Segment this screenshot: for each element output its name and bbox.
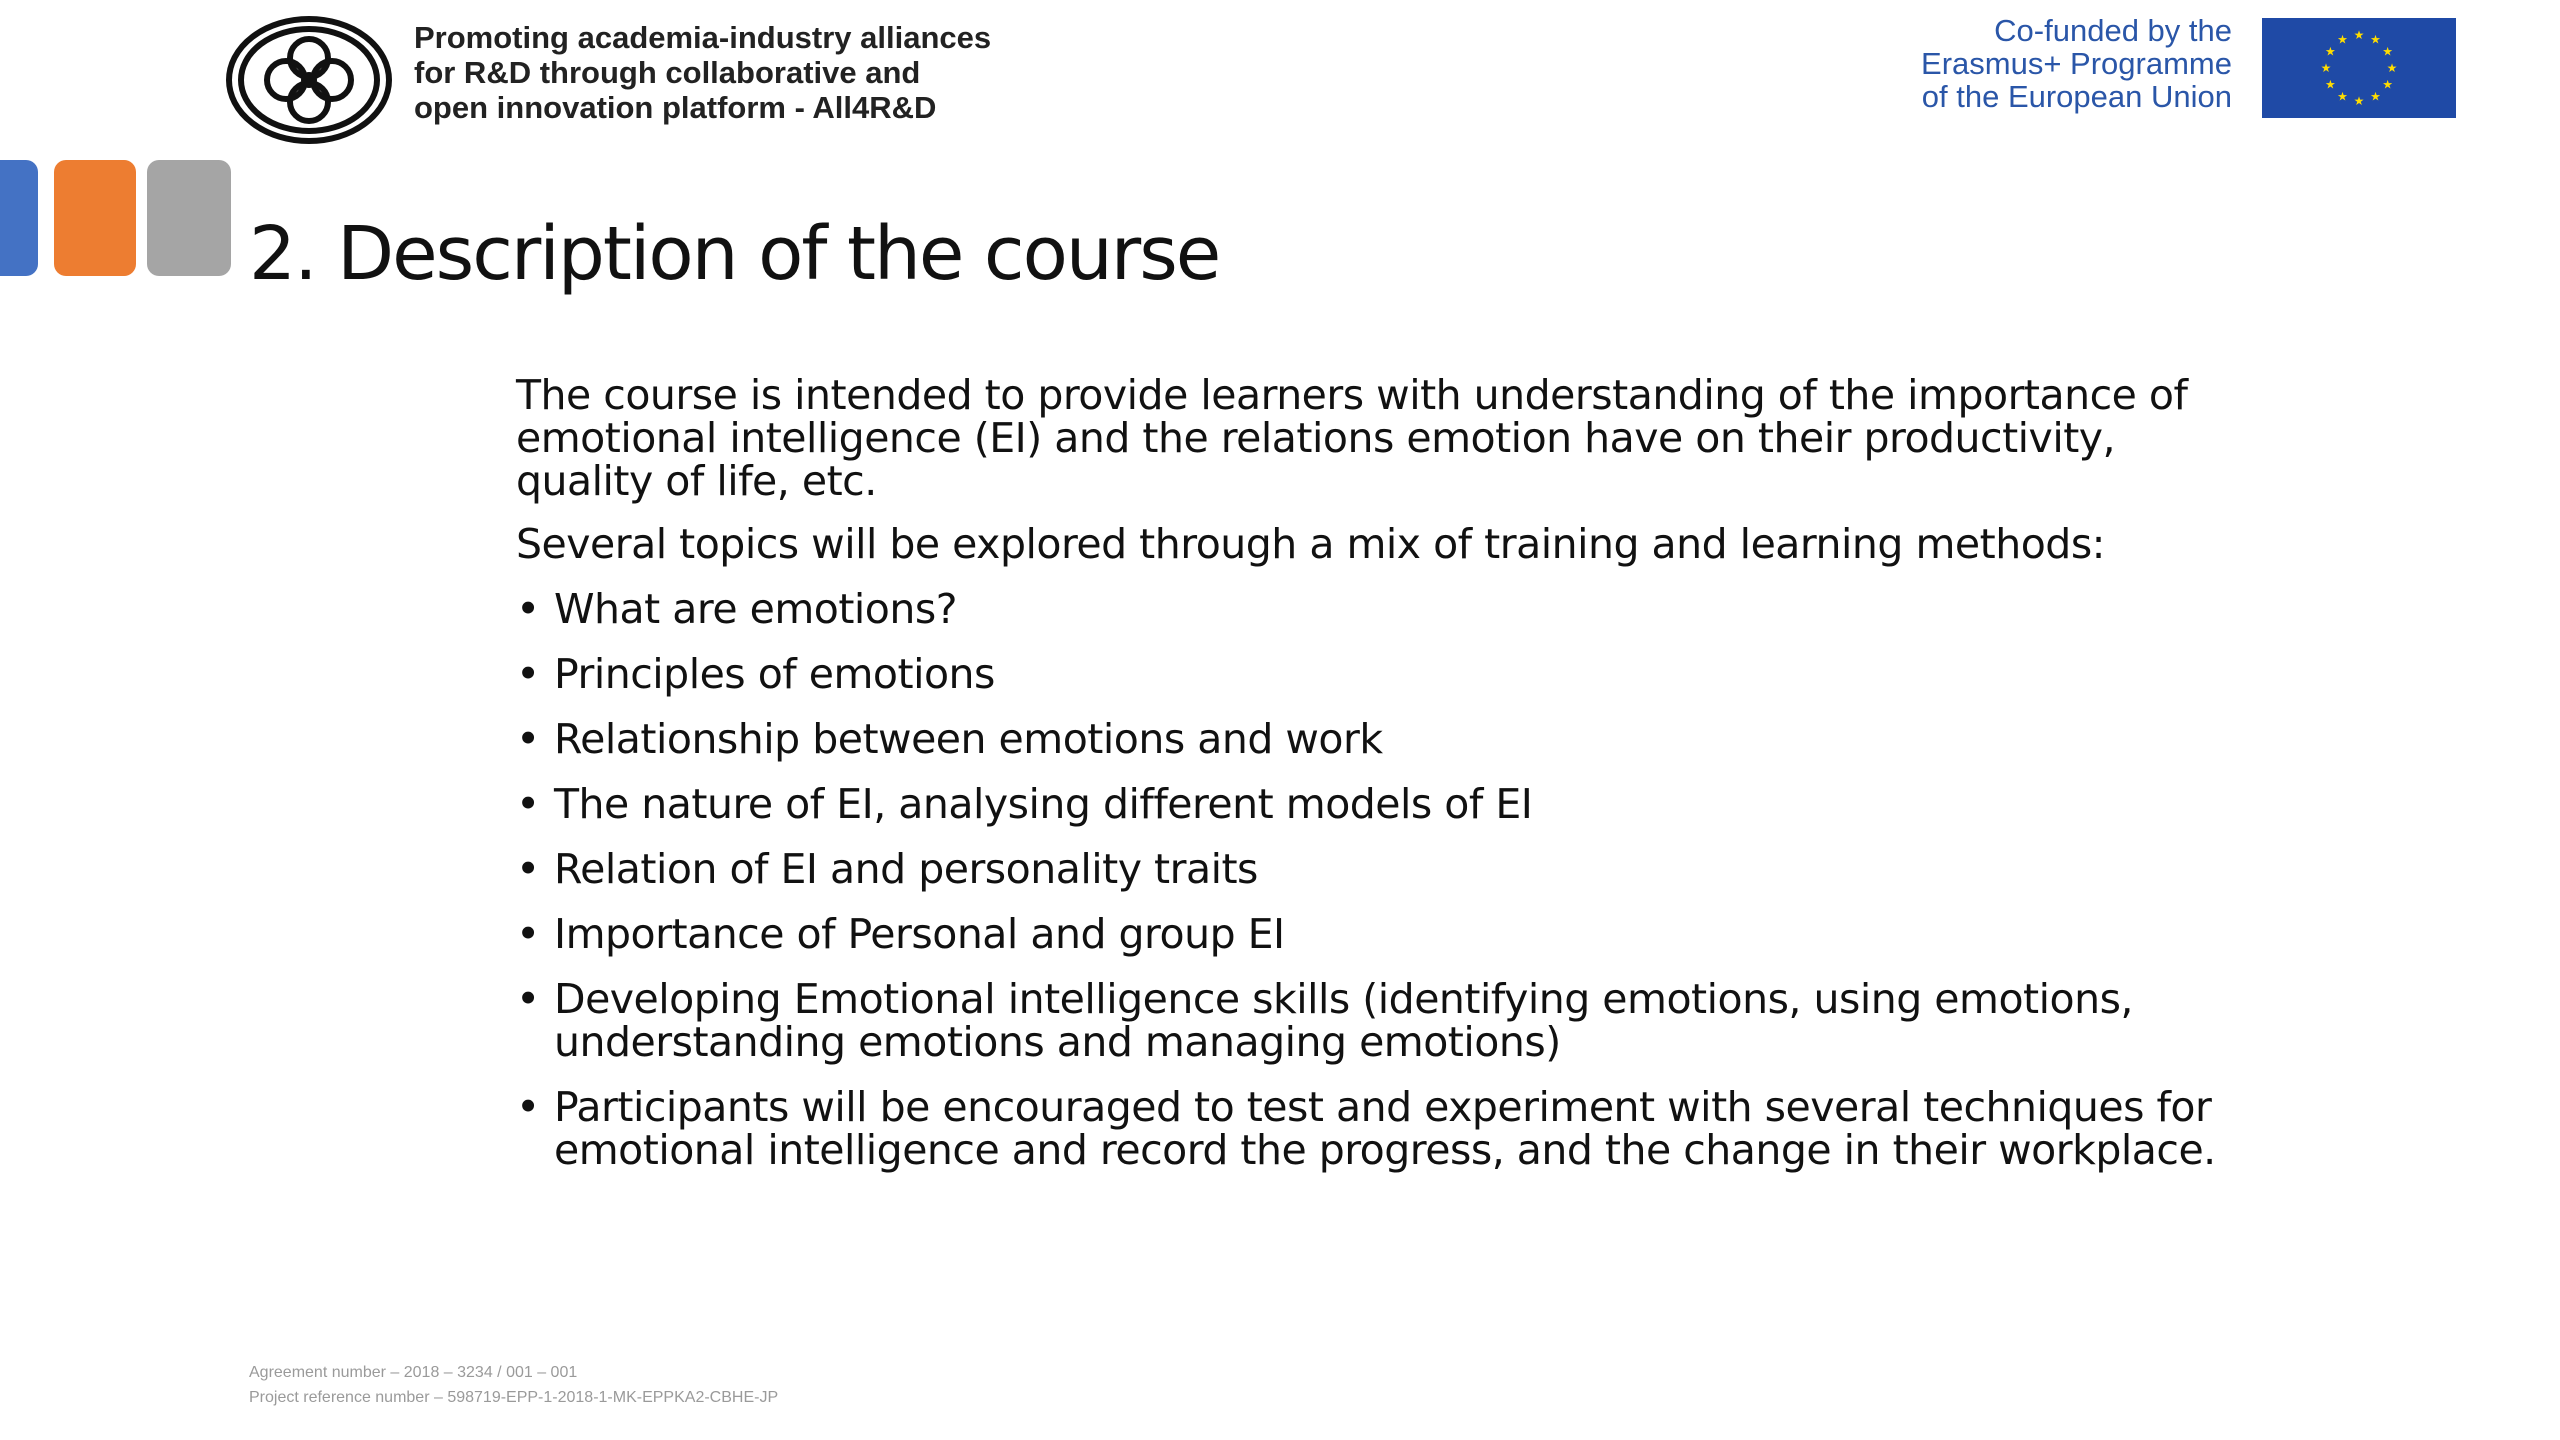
eu-text-line: Erasmus+ Programme	[1921, 46, 2232, 81]
eu-star-icon: ★	[2370, 89, 2381, 104]
project-reference: Project reference number – 598719-EPP-1-2018-1-MK-EPPKA2-CBHE-JP	[249, 1389, 779, 1406]
topic-item: • What are emotions?	[516, 588, 2236, 631]
topic-item: • Relation of EI and personality traits	[516, 848, 2236, 891]
eu-text-line: of the European Union	[1921, 79, 2232, 114]
project-title	[414, 20, 1174, 125]
eu-star-icon: ★	[2353, 94, 2365, 108]
eu-star-icon: ★	[2370, 32, 2381, 47]
eu-star-icon: ★	[2386, 61, 2398, 75]
eu-text-line: Co-funded by the	[1994, 13, 2232, 48]
topic-item: • Relationship between emotions and work	[516, 718, 2236, 761]
eu-cofunded-text	[1672, 14, 2232, 113]
project-title-line: for R&D through collaborative and	[414, 55, 921, 90]
topic-list	[516, 585, 2236, 1174]
slide-title: 2. Description of the course	[249, 211, 1220, 297]
topic-item: • Importance of Personal and group EI	[516, 913, 2236, 956]
eu-star-icon: ★	[2382, 77, 2393, 92]
all4rd-logo-icon	[226, 16, 392, 144]
slide-body	[516, 371, 2236, 1194]
eu-flag-icon	[2262, 18, 2456, 118]
decor-square-blue	[0, 160, 38, 276]
project-title-line: open innovation platform - All4R&D	[414, 90, 937, 125]
topic-item: • Participants will be encouraged to test and experiment with several techniques for emotional intelligence and record the progress, and the change in their workplace.	[516, 1086, 2236, 1172]
topic-item: • Principles of emotions	[516, 653, 2236, 696]
footer	[249, 1360, 778, 1410]
project-title-line: Promoting academia-industry alliances	[414, 20, 992, 55]
eu-star-icon: ★	[2353, 28, 2365, 42]
decor-square-orange	[54, 160, 136, 276]
eu-star-icon: ★	[2320, 61, 2332, 75]
eu-star-icon: ★	[2382, 44, 2393, 59]
eu-star-icon: ★	[2325, 44, 2336, 59]
decor-square-gray	[147, 160, 231, 276]
agreement-number: Agreement number – 2018 – 3234 / 001 – 001	[249, 1364, 578, 1381]
eu-star-icon: ★	[2337, 89, 2348, 104]
lead-paragraph: Several topics will be explored through a mix of training and learning methods:	[516, 520, 2105, 568]
eu-star-icon: ★	[2325, 77, 2336, 92]
topic-item: • The nature of EI, analysing different models of EI	[516, 783, 2236, 826]
topic-item: • Developing Emotional intelligence skills (identifying emotions, using emotions, understanding emotions and managing emotions)	[516, 978, 2236, 1064]
eu-star-icon: ★	[2337, 32, 2348, 47]
intro-paragraph: The course is intended to provide learners with understanding of the importance of emotional intelligence (EI) and the relations emotion have on their productivity, quality of life, etc.	[516, 371, 2188, 505]
